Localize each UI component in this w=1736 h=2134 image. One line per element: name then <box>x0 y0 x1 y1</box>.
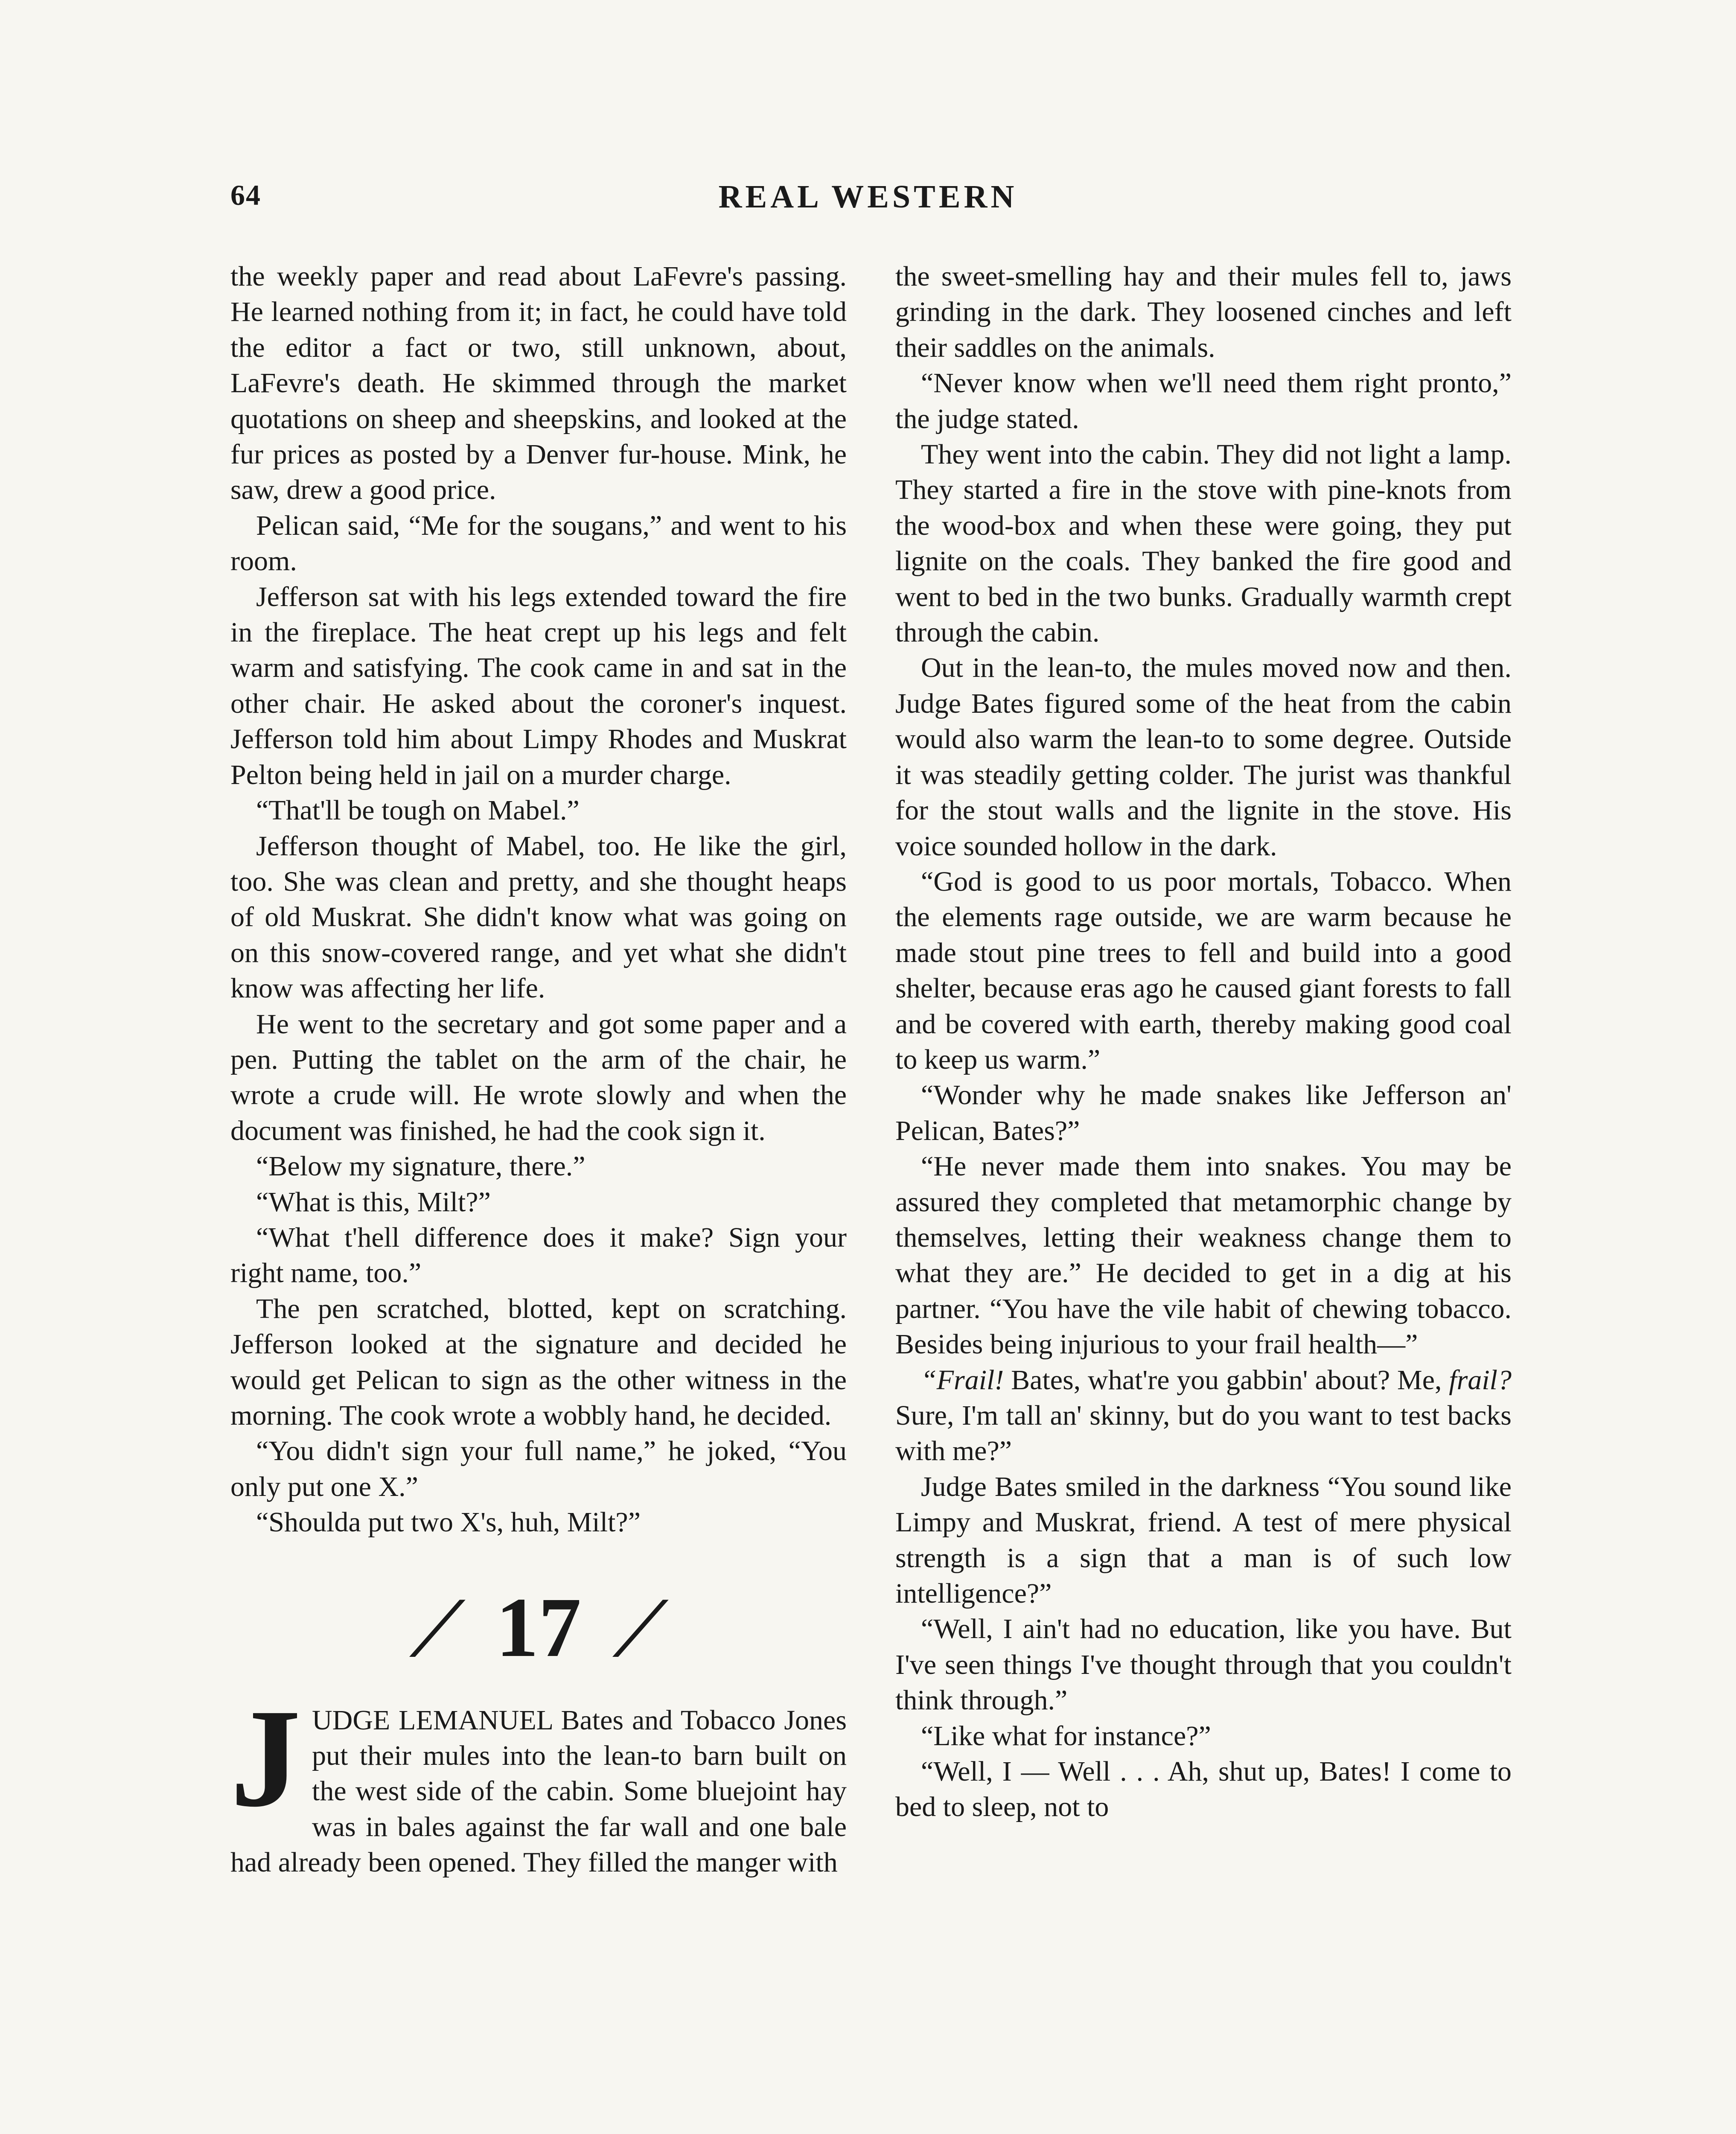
paragraph: “Wonder why he made snakes like Jefferson an' Pelican, Bates?” <box>895 1079 1512 1146</box>
paragraph: “Well, I ain't had no education, like you have. But I've seen things I've thought through that you couldn't think through.” <box>895 1613 1512 1716</box>
paragraph: Judge Bates smiled in the darkness “You sound like Limpy and Muskrat, friend. A test of mere physical strength is a sign that a man is of such low intelligence?” <box>895 1471 1512 1609</box>
paragraph-text: Sure, I'm tall an' skinny, but do you want to test backs with me?” <box>895 1400 1512 1467</box>
paragraph-text: Bates, what're you gabbin' about? Me, <box>1004 1364 1449 1396</box>
swash-ornament-right-icon: / <box>611 1580 669 1675</box>
paragraph: He went to the secretary and got some paper and a pen. Putting the tablet on the arm of the chair, he wrote a crude will. He wrote slowly and when the document was finished, he had the cook sign it. <box>230 1008 847 1146</box>
emphasis: “Frail! <box>921 1364 1004 1396</box>
paragraph: Jefferson sat with his legs extended toward the fire in the fireplace. The heat crept up his legs and felt warm and satisfying. The cook came in and sat in the other chair. He asked about the coroner's inquest. Jefferson told him about Limpy Rhodes and Muskrat Pelton being held in jail on a murder charge. <box>230 581 847 790</box>
drop-cap: J <box>230 1680 301 1836</box>
paragraph: “Below my signature, there.” <box>256 1151 585 1182</box>
paragraph: the sweet-smelling hay and their mules fell to, jaws grinding in the dark. They loosened cinches and left their saddles on the animals. <box>895 261 1512 363</box>
paragraph: “That'll be tough on Mabel.” <box>256 795 580 826</box>
page-number: 64 <box>230 179 261 211</box>
swash-ornament-left-icon: / <box>408 1580 466 1675</box>
paragraph: The pen scratched, blotted, kept on scratching. Jefferson looked at the signature and decided he would get Pelican to sign as the other witness in the morning. The cook wrote a wobbly hand, he decided. <box>230 1293 847 1431</box>
chapter-opening-paragraph <box>230 1680 847 1880</box>
paragraph: “What t'hell difference does it make? Sign your right name, too.” <box>230 1222 847 1289</box>
frail-paragraph <box>895 1362 1512 1469</box>
paragraph: “Never know when we'll need them right pronto,” the judge stated. <box>895 367 1512 434</box>
chapter-opening-smallcaps: UDGE LEMANUEL <box>312 1704 553 1736</box>
paragraph: “Like what for instance?” <box>921 1720 1211 1752</box>
paragraph: They went into the cabin. They did not light a lamp. They started a fire in the stove with pine-knots from the wood-box and when these were going, they put lignite on the coals. They banked the fire good and went to bed in the two bunks. Gradually warmth crept through the cabin. <box>895 439 1512 648</box>
paragraph: “What is this, Milt?” <box>256 1186 491 1218</box>
paragraph: the weekly paper and read about LaFevre's passing. He learned nothing from it; in fact, he could have told the editor a fact or two, still unknown, about, LaFevre's death. He skimmed through the market quotations on sheep and sheepskins, and looked at the fur prices as posted by a Denver fur-house. Mink, he saw, drew a good price. <box>230 261 847 506</box>
paragraph: “Shoulda put two X's, huh, Milt?” <box>256 1507 641 1538</box>
paragraph: “He never made them into snakes. You may be assured they completed that metamorphic change by themselves, letting their weakness change them to what they are.” He decided to get in a dig at his partner. “You have the vile habit of chewing tobacco. Besides being injurious to your frail health—” <box>895 1151 1512 1360</box>
chapter-heading <box>230 1566 847 1690</box>
right-column <box>895 259 1512 1825</box>
emphasis: frail? <box>1449 1364 1512 1396</box>
chapter-number: 17 <box>496 1580 581 1675</box>
running-head: REAL WESTERN <box>718 179 1018 215</box>
left-column <box>230 259 847 1880</box>
paragraph: Pelican said, “Me for the sougans,” and went to his room. <box>230 510 847 577</box>
paragraph: Jefferson thought of Mabel, too. He like the girl, too. She was clean and pretty, and she thought heaps of old Muskrat. She didn't know what was going on on this snow-covered range, and yet what she didn't know was affecting her life. <box>230 830 847 1004</box>
chapter-opening-text: Bates and Tobacco Jones put their mules into the lean-to barn built on the west side of the cabin. Some bluejoint hay was in bales against the far wall and one bale had already been opened. They filled the manger with <box>230 1704 847 1878</box>
paragraph: “Well, I — Well . . . Ah, shut up, Bates! I come to bed to sleep, not to <box>895 1756 1512 1823</box>
paragraph: “God is good to us poor mortals, Tobacco. When the elements rage outside, we are warm because he made stout pine trees to fell and build into a good shelter, because eras ago he caused giant forests to fall and be covered with earth, thereby making good coal to keep us warm.” <box>895 866 1512 1075</box>
paragraph: “You didn't sign your full name,” he joked, “You only put one X.” <box>230 1435 847 1502</box>
paragraph: Out in the lean-to, the mules moved now and then. Judge Bates figured some of the heat from the cabin would also warm the lean-to to some degree. Outside it was steadily getting colder. The jurist was thankful for the stout walls and the lignite in the stove. His voice sounded hollow in the dark. <box>895 652 1512 862</box>
